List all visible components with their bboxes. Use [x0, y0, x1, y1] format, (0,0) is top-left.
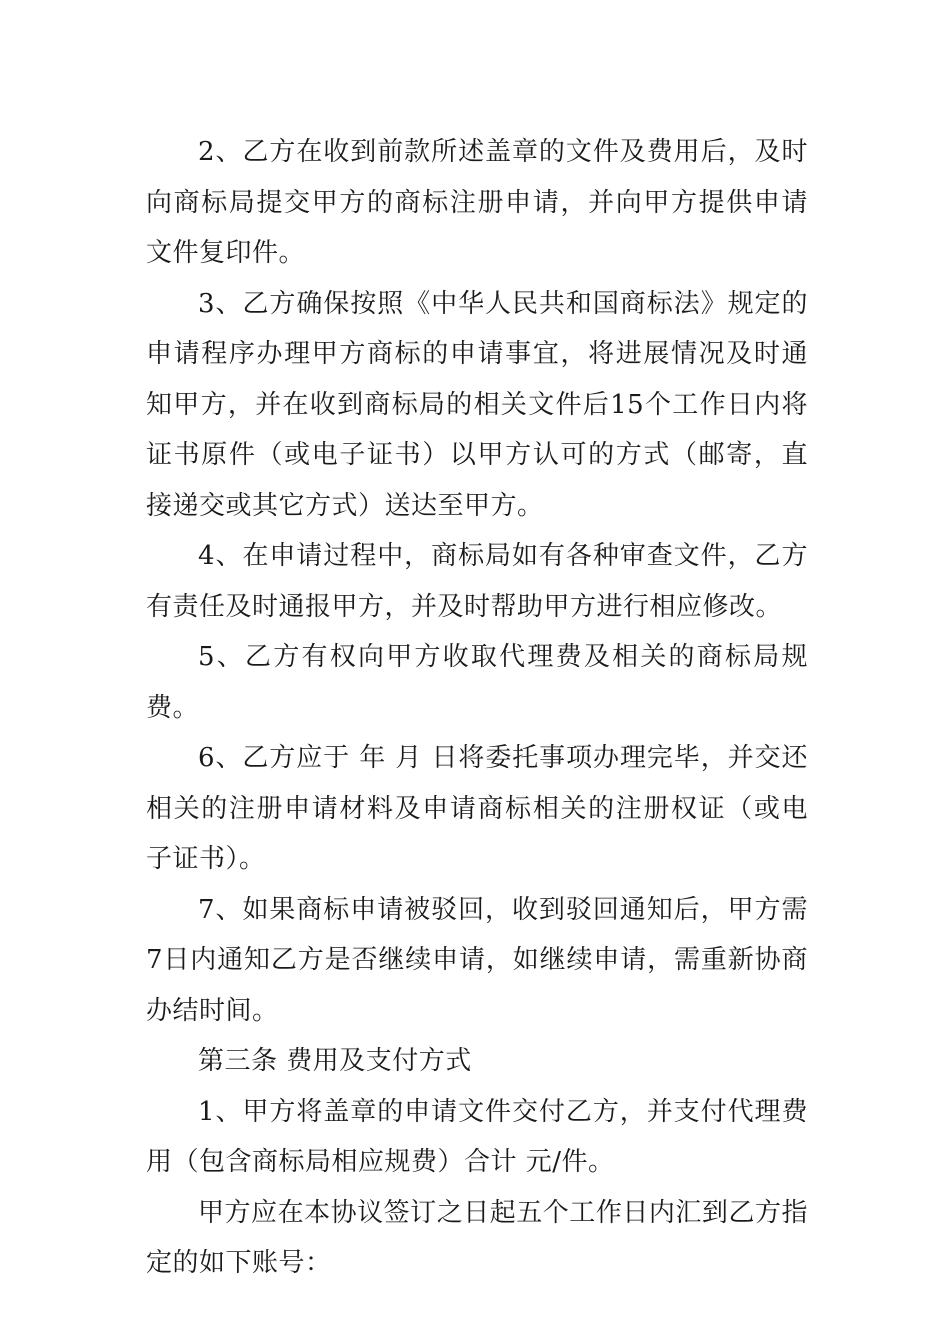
paragraph-clause-6: 6、乙方应于 年 月 日将委托事项办理完毕，并交还相关的注册申请材料及申请商标相关的注册权证（或电子证书）。 — [146, 743, 808, 874]
paragraph-clause-7: 7、如果商标申请被驳回，收到驳回通知后，甲方需7日内通知乙方是否继续申请，如继续申请，需重新协商办结时间。 — [146, 894, 808, 1026]
paragraph-clause-3: 3、乙方确保按照《中华人民共和国商标法》规定的申请程序办理甲方商标的申请事宜，将进展情况及时通知甲方，并在收到商标局的相关文件后15个工作日内将证书原件（或电子证书）以甲方认可的方式（邮寄，直接递交或其它方式）送达至甲方。 — [146, 288, 808, 521]
section-heading-article-3: 第三条 费用及支付方式 — [198, 1046, 472, 1076]
paragraph-clause-2: 2、乙方在收到前款所述盖章的文件及费用后，及时向商标局提交甲方的商标注册申请，并向甲方提供申请文件复印件。 — [146, 137, 808, 268]
paragraph-payment-account: 甲方应在本协议签订之日起五个工作日内汇到乙方指定的如下账号： — [146, 1197, 808, 1278]
paragraph-clause-5: 5、乙方有权向甲方收取代理费及相关的商标局规费。 — [146, 642, 808, 723]
paragraph-clause-4: 4、在申请过程中，商标局如有各种审查文件，乙方有责任及时通报甲方，并及时帮助甲方进行相应修改。 — [146, 541, 808, 622]
paragraph-fee-clause-1: 1、甲方将盖章的申请文件交付乙方，并支付代理费用（包含商标局相应规费）合计 元/件。 — [146, 1096, 808, 1177]
document-body — [146, 127, 808, 1289]
